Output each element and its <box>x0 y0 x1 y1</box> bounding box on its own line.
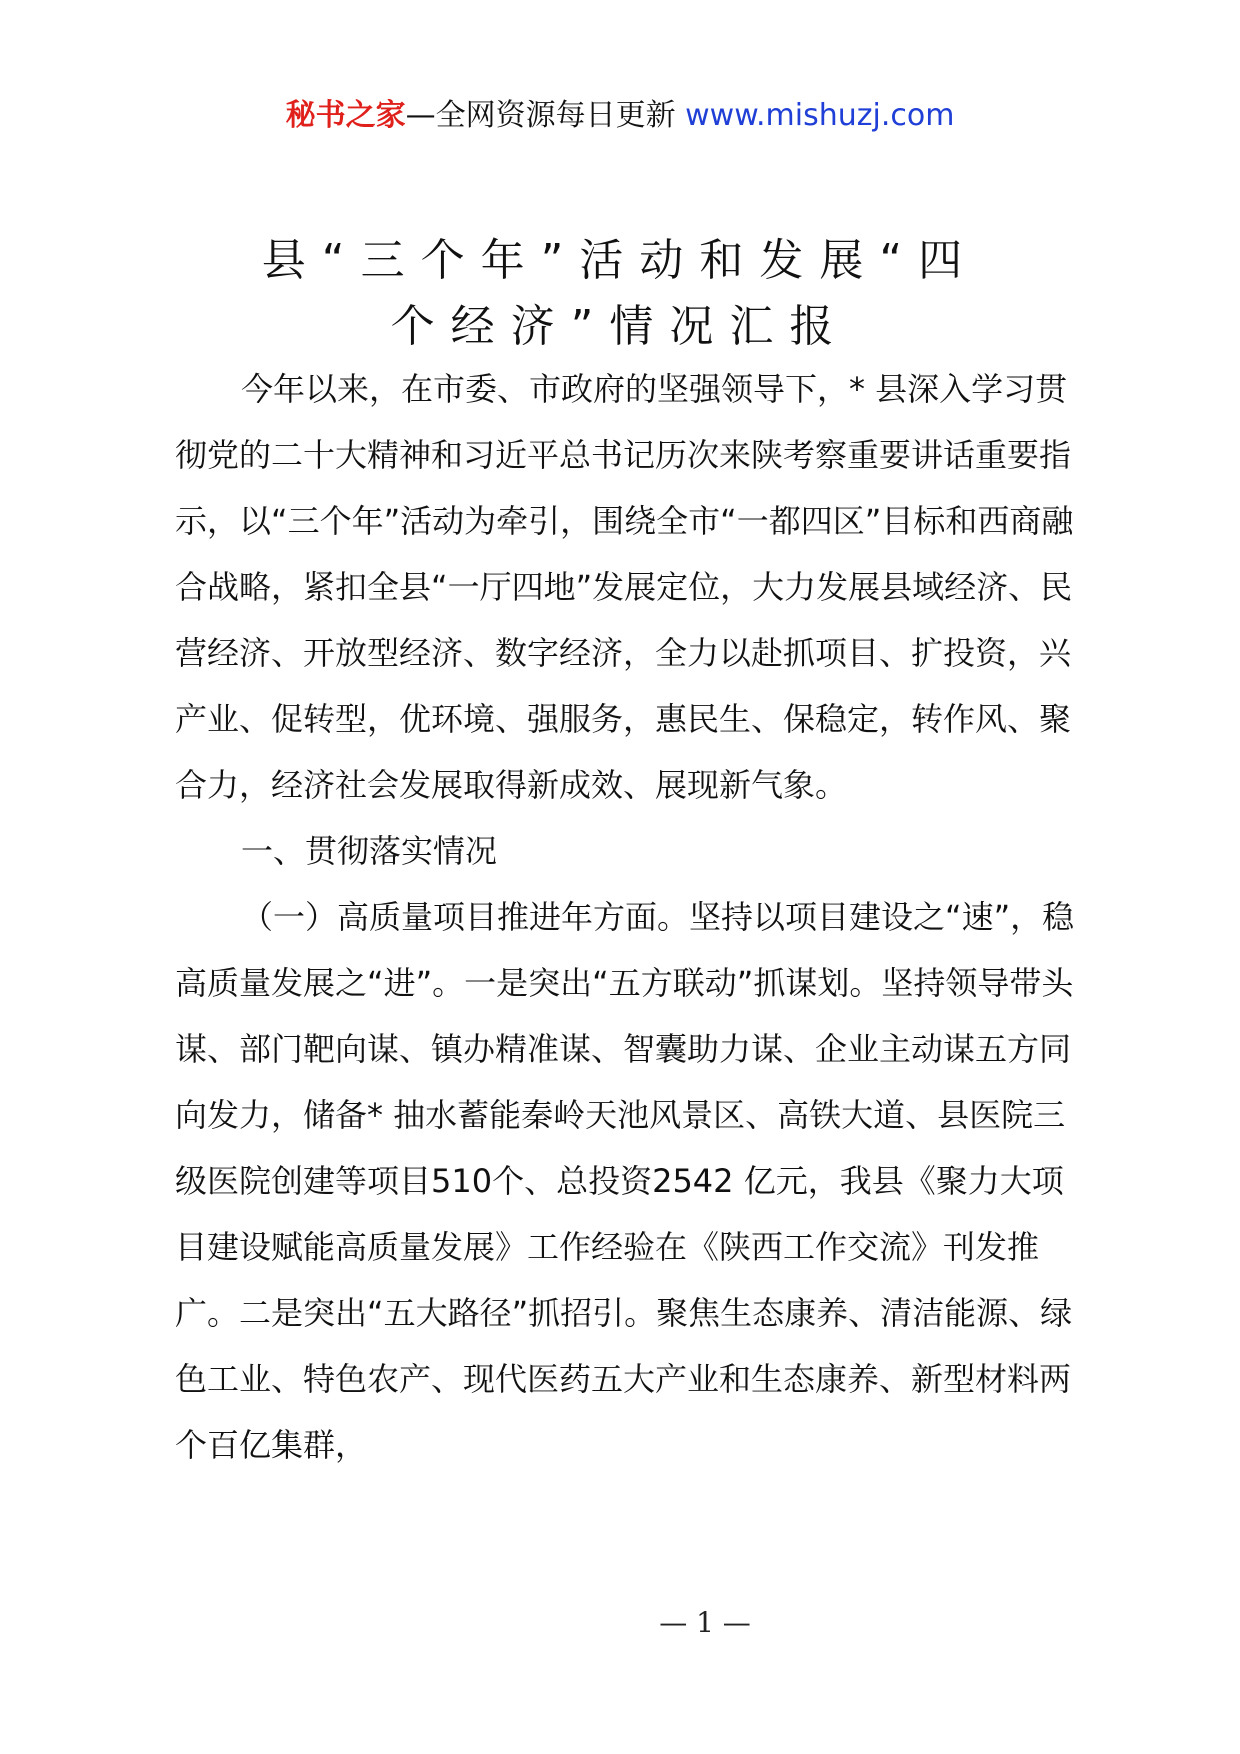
title-line-1: 县“三个年”活动和发展“四 <box>261 235 979 286</box>
site-watermark-header <box>0 96 1240 136</box>
site-url: www.mishuzj.com <box>685 98 955 133</box>
document-body <box>175 356 1095 1478</box>
page-number: — 1 — <box>659 1606 751 1639</box>
subsection-paragraph: （一）高质量项目推进年方面。坚持以项目建设之“速”，稳高质量发展之“进”。一是突出“五方联动”抓谋划。坚持领导带头谋、部门靶向谋、镇办精准谋、智囊助力谋、企业主动谋五方同向发力，储备* 抽水蓄能秦岭天池风景区、高铁大道、县医院三级医院创建等项目510个、总投资2542 亿元，我县《聚力大项目建设赋能高质量发展》工作经验在《陕西工作交流》刊发推广。二是突出“五大路径”抓招引。聚焦生态康养、清洁能源、绿色工业、特色农产、现代医药五大产业和生态康养、新型材料两个百亿集群， <box>175 898 1075 1464</box>
intro-paragraph: 今年以来，在市委、市政府的坚强领导下，* 县深入学习贯彻党的二十大精神和习近平总书记历次来陕考察重要讲话重要指示，以“三个年”活动为牵引，围绕全市“一都四区”目标和西商融合战略，紧扣全县“一厅四地”发展定位，大力发展县域经济、民营经济、开放型经济、数字经济，全力以赴抓项目、扩投资，兴产业、促转型，优环境、强服务，惠民生、保稳定，转作风、聚合力，经济社会发展取得新成效、展现新气象。 <box>175 370 1074 804</box>
title-line-2: 个经济”情况汇报 <box>390 301 850 352</box>
brand-name: 秘书之家 <box>285 98 406 133</box>
section-heading: 一、贯彻落实情况 <box>241 832 498 870</box>
document-title <box>175 228 1065 360</box>
brand-slogan: —全网资源每日更新 <box>405 98 676 133</box>
